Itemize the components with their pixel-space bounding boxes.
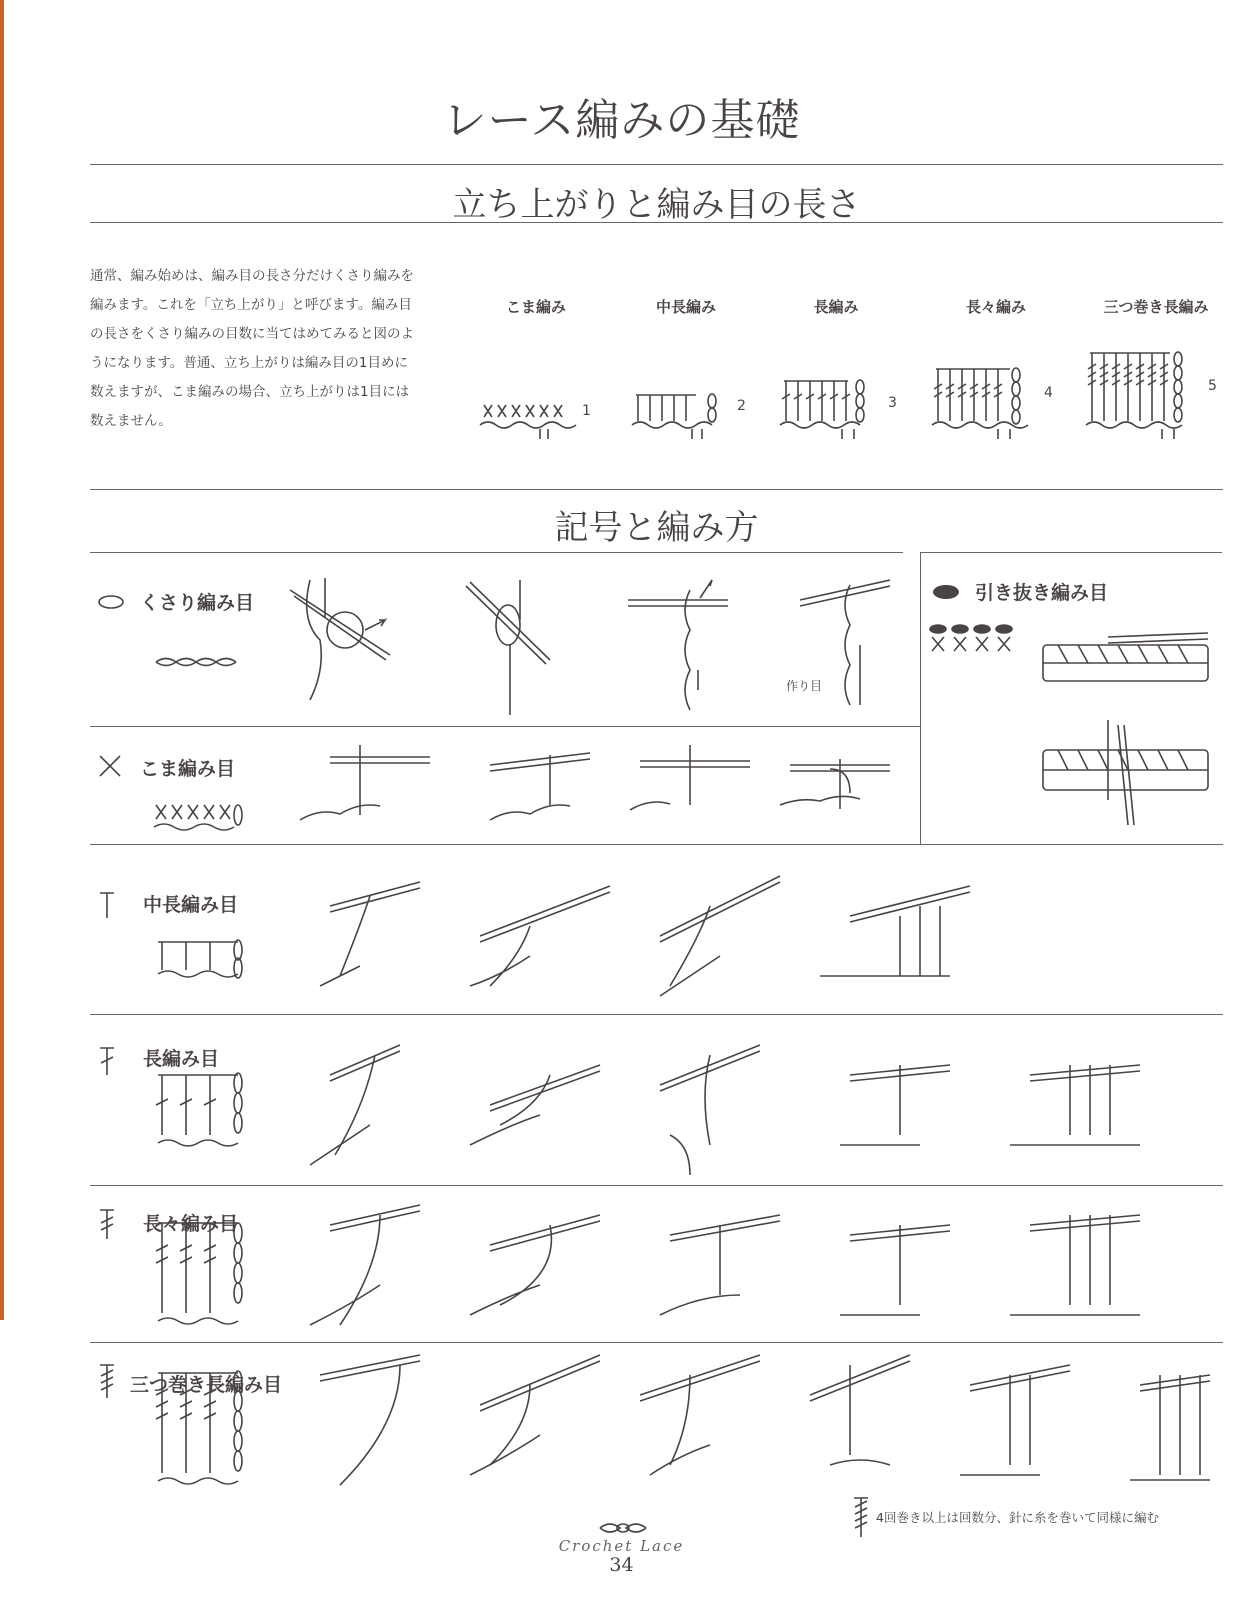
height-diagrams <box>480 345 1240 455</box>
x-icon <box>98 754 122 778</box>
foundation-label: 作り目 <box>786 679 823 693</box>
stitch-label-chain: くさり編み目 <box>140 592 255 614</box>
divider <box>90 726 920 727</box>
t-one-slash-icon <box>98 1045 118 1077</box>
note-text: 4回巻き以上は回数分、針に糸を巻いて同様に編む <box>876 1510 1159 1525</box>
section-title-symbols: 記号と編み方 <box>554 508 759 548</box>
hdc-height-diagram <box>632 394 716 439</box>
divider <box>90 489 1223 490</box>
t-icon <box>98 890 118 920</box>
footer-logo: Crochet Lace <box>558 1537 685 1555</box>
tr-illustrations <box>150 1205 1220 1345</box>
dtr-height-diagram <box>1086 352 1182 439</box>
binding-edge <box>0 0 4 1320</box>
filled-oval-icon <box>932 584 962 600</box>
count-label: 1 <box>582 403 591 419</box>
divider <box>90 164 1223 165</box>
divider <box>90 552 903 553</box>
page-title: レース編みの基礎 <box>442 95 801 146</box>
dc-height-diagram <box>780 380 864 439</box>
stitch-label-dtr: 三つ巻き長編み目 <box>130 1374 283 1396</box>
divider <box>920 552 921 844</box>
sc-height-diagram <box>480 405 576 439</box>
slip-illustrations <box>928 625 1228 840</box>
sc-illustrations <box>150 735 910 845</box>
chain-oval-icon <box>96 592 126 612</box>
count-label: 2 <box>737 398 746 414</box>
divider <box>90 1185 1223 1186</box>
stitch-label-tr: 長々編み目 <box>143 1213 239 1235</box>
divider <box>90 222 1223 223</box>
count-label: 5 <box>1208 378 1217 394</box>
t-four-slash-icon <box>852 1495 872 1539</box>
stitch-label-slip: 引き抜き編み目 <box>975 582 1109 604</box>
t-two-slash-icon <box>98 1207 118 1241</box>
height-col-label: 長編み <box>813 298 859 316</box>
dc-illustrations <box>150 1035 1220 1185</box>
height-col-label: こま編み <box>505 298 566 316</box>
divider <box>920 552 1222 553</box>
height-col-label: 中長編み <box>655 298 716 316</box>
intro-paragraph: 通常、編み始めは、編み目の長さ分だけくさり編みを編みます。これを「立ち上がり」と呼びます。編み目の長さをくさり編みの目数に当てはめてみると図のようになります。普通、立ち上がりは編み目の1目めに数えますが、こま編みの場合、立ち上がりは1目には数えません。 <box>90 268 414 429</box>
count-label: 3 <box>888 395 897 411</box>
chain-illustrations <box>150 570 910 720</box>
page-number: 34 <box>609 1554 634 1576</box>
count-label: 4 <box>1044 385 1053 401</box>
hdc-illustrations <box>150 866 1220 1016</box>
height-col-label: 長々編み <box>965 298 1026 316</box>
dtr-illustrations <box>150 1355 1220 1495</box>
tr-height-diagram <box>932 368 1028 439</box>
stitch-label-sc: こま編み目 <box>140 758 236 780</box>
stitch-label-hdc: 中長編み目 <box>143 894 239 916</box>
height-col-label: 三つ巻き長編み <box>1103 298 1209 316</box>
ornament-icon <box>598 1520 648 1536</box>
stitch-label-dc: 長編み目 <box>143 1048 220 1070</box>
t-three-slash-icon <box>98 1362 118 1400</box>
section-title-height: 立ち上がりと編み目の長さ <box>452 185 861 225</box>
